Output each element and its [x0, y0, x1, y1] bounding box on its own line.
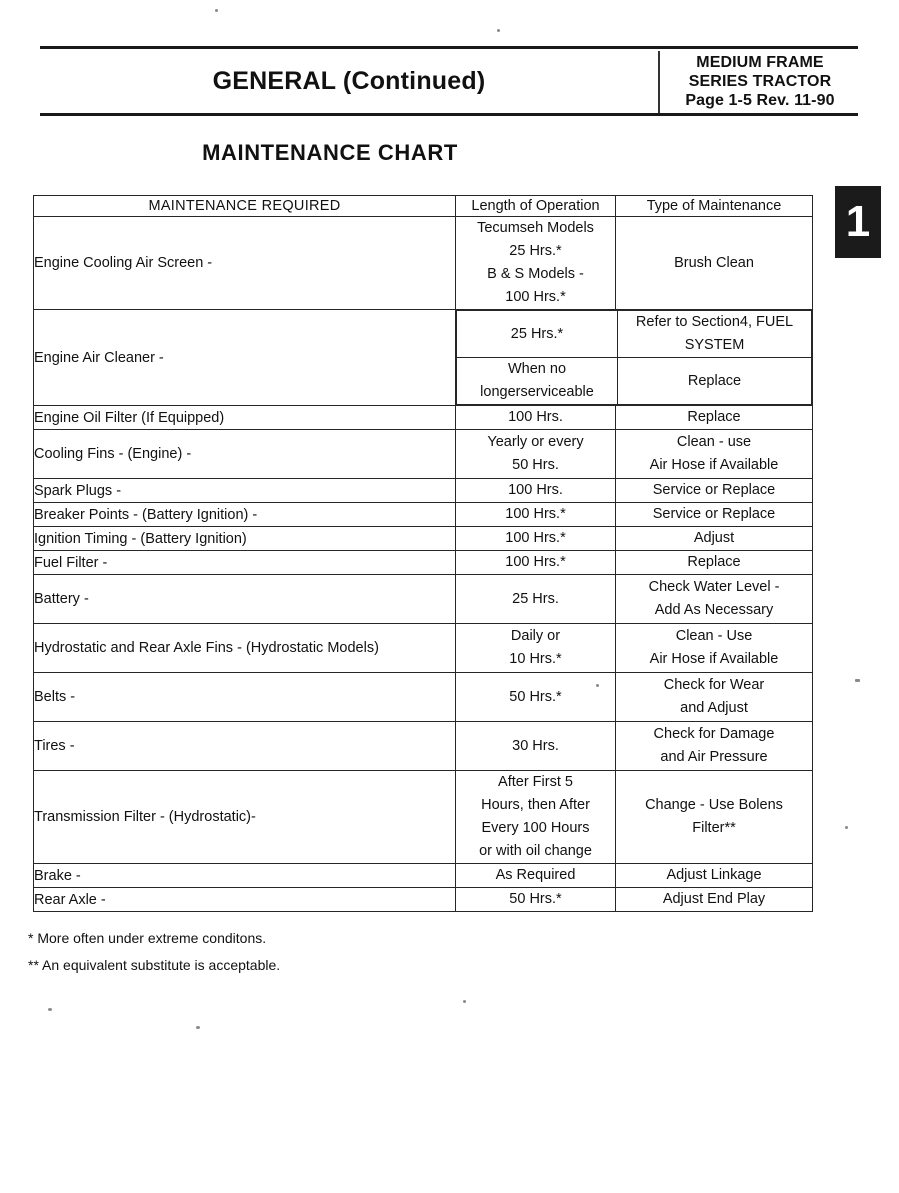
length-of-operation-line: Yearly or every — [487, 434, 584, 450]
type-of-maintenance-line: Adjust — [693, 530, 735, 546]
manual-series-line1: MEDIUM FRAME — [696, 53, 824, 71]
footnotes — [28, 925, 280, 979]
chart-title: MAINTENANCE CHART — [202, 140, 458, 165]
table-subrow — [457, 358, 812, 405]
length-of-operation — [457, 311, 618, 358]
type-of-maintenance-line: Adjust Linkage — [666, 867, 762, 883]
scan-speckle — [463, 1000, 466, 1003]
length-of-operation-line: Every 100 Hours — [481, 820, 590, 836]
type-of-maintenance-line: Service or Replace — [652, 506, 776, 522]
maintenance-item: Hydrostatic and Rear Axle Fins - (Hydrostatic Models) — [34, 624, 456, 673]
type-of-maintenance — [616, 527, 813, 551]
type-of-maintenance-line: Replace — [687, 554, 741, 570]
manual-series-line2: SERIES TRACTOR — [688, 72, 832, 90]
table-row — [34, 673, 813, 722]
length-of-operation — [456, 551, 616, 575]
page-title: GENERAL (Continued) — [212, 66, 486, 95]
length-of-operation-line: Hours, then After — [481, 797, 590, 813]
column-header-maintenance-required: MAINTENANCE REQUIRED — [34, 196, 456, 217]
length-of-operation — [456, 673, 616, 722]
column-header-type-line2: Maintenance — [698, 198, 782, 214]
type-of-maintenance — [618, 311, 812, 358]
table-row — [34, 217, 813, 310]
type-of-maintenance-line: Check Water Level - — [648, 579, 780, 595]
header-divider — [658, 51, 660, 113]
length-of-operation — [456, 217, 616, 310]
length-of-operation-line: 100 Hrs. — [508, 482, 563, 498]
type-of-maintenance — [618, 358, 812, 405]
column-header-length-of-operation — [456, 196, 616, 217]
length-of-operation-line: 100 Hrs.* — [505, 506, 566, 522]
type-of-maintenance-line: Adjust End Play — [662, 891, 766, 907]
footnote-double-asterisk: ** An equivalent substitute is acceptable. — [28, 957, 281, 973]
split-cell-group — [456, 310, 813, 406]
type-of-maintenance-line: and Adjust — [680, 700, 748, 716]
table-row — [34, 551, 813, 575]
scan-speckle — [596, 684, 599, 687]
length-of-operation-line: 30 Hrs. — [512, 737, 559, 754]
scan-speckle — [196, 1026, 200, 1029]
length-of-operation-line: 50 Hrs.* — [509, 891, 562, 907]
type-of-maintenance — [616, 888, 813, 912]
table-row — [34, 575, 813, 624]
length-of-operation — [456, 888, 616, 912]
table-row — [34, 527, 813, 551]
table-body — [34, 217, 813, 912]
length-of-operation-line: 100 Hrs.* — [505, 554, 566, 570]
length-of-operation — [457, 358, 618, 405]
table-row — [34, 503, 813, 527]
length-of-operation-line: Daily or — [510, 628, 561, 644]
length-of-operation-line: 25 Hrs.* — [510, 325, 564, 342]
type-of-maintenance — [616, 771, 813, 864]
table-row — [34, 406, 813, 430]
length-of-operation — [456, 406, 616, 430]
length-of-operation — [456, 624, 616, 673]
type-of-maintenance-line: Air Hose if Available — [649, 457, 779, 473]
table-row — [34, 722, 813, 771]
scan-speckle — [215, 9, 218, 12]
type-of-maintenance — [616, 864, 813, 888]
length-of-operation-line: 50 Hrs.* — [509, 688, 562, 705]
table-header-row — [34, 196, 813, 217]
type-of-maintenance-line: Clean - Use — [675, 628, 753, 644]
type-of-maintenance-line: Check for Wear — [663, 677, 765, 693]
length-of-operation — [456, 430, 616, 479]
maintenance-item: Cooling Fins - (Engine) - — [34, 430, 456, 479]
table-row — [34, 771, 813, 864]
table-row — [34, 479, 813, 503]
scan-speckle — [497, 29, 500, 32]
type-of-maintenance-line: and Air Pressure — [660, 749, 768, 765]
length-of-operation-line: When no longer — [480, 361, 567, 400]
type-of-maintenance — [616, 479, 813, 503]
section-number-tab: 1 — [835, 186, 881, 258]
maintenance-item: Engine Air Cleaner - — [34, 310, 456, 406]
table-subrow — [457, 311, 812, 358]
footnote-single-asterisk: * More often under extreme conditons. — [28, 930, 267, 946]
length-of-operation — [456, 503, 616, 527]
type-of-maintenance-line: Filter** — [692, 820, 736, 836]
type-of-maintenance-line: Replace — [687, 409, 741, 425]
type-of-maintenance-line: 4, FUEL SYSTEM — [684, 314, 794, 353]
length-of-operation-line: 50 Hrs. — [512, 457, 559, 473]
maintenance-item: Engine Oil Filter (If Equipped) — [34, 406, 456, 430]
type-of-maintenance-line: Check for Damage — [653, 726, 775, 742]
maintenance-item: Ignition Timing - (Battery Ignition) — [34, 527, 456, 551]
length-of-operation-line: 100 Hrs.* — [505, 530, 566, 546]
maintenance-item: Breaker Points - (Battery Ignition) - — [34, 503, 456, 527]
length-of-operation — [456, 479, 616, 503]
maintenance-item: Brake - — [34, 864, 456, 888]
manual-reference — [662, 49, 858, 113]
type-of-maintenance-line: Clean - use — [676, 434, 752, 450]
length-of-operation — [456, 771, 616, 864]
length-of-operation — [456, 575, 616, 624]
maintenance-item: Transmission Filter - (Hydrostatic)- — [34, 771, 456, 864]
type-of-maintenance-line: Brush Clean — [674, 254, 754, 271]
type-of-maintenance-line: Add As Necessary — [654, 602, 774, 618]
type-of-maintenance — [616, 673, 813, 722]
type-of-maintenance — [616, 722, 813, 771]
manual-page-revision: Page 1-5 Rev. 11-90 — [685, 91, 835, 109]
column-header-length-line1: Length of — [471, 198, 532, 214]
type-of-maintenance-line: Replace — [687, 372, 742, 389]
length-of-operation-line: 25 Hrs.* — [509, 243, 562, 259]
column-header-type-line1: Type of — [646, 198, 695, 214]
length-of-operation — [456, 527, 616, 551]
maintenance-item: Spark Plugs - — [34, 479, 456, 503]
type-of-maintenance — [616, 551, 813, 575]
length-of-operation-line: 100 Hrs.* — [505, 289, 566, 305]
maintenance-chart-table — [33, 195, 813, 912]
maintenance-item: Battery - — [34, 575, 456, 624]
length-of-operation-line: or with oil change — [479, 843, 592, 859]
type-of-maintenance — [616, 217, 813, 310]
scan-speckle — [845, 826, 848, 829]
table-row — [34, 624, 813, 673]
type-of-maintenance — [616, 624, 813, 673]
length-of-operation-line: After First 5 — [498, 774, 573, 790]
type-of-maintenance — [616, 430, 813, 479]
length-of-operation-line: As Required — [495, 867, 576, 883]
table-row — [34, 310, 813, 406]
length-of-operation-line: serviceable — [520, 384, 594, 400]
scan-speckle — [48, 1008, 52, 1011]
type-of-maintenance — [616, 503, 813, 527]
type-of-maintenance-line: Refer to Section — [635, 314, 740, 330]
table-row — [34, 864, 813, 888]
maintenance-item: Rear Axle - — [34, 888, 456, 912]
maintenance-item: Belts - — [34, 673, 456, 722]
page-header — [40, 46, 858, 116]
length-of-operation-line: B & S Models - — [487, 266, 584, 282]
length-of-operation-line: Tecumseh Models — [477, 220, 594, 236]
maintenance-item: Tires - — [34, 722, 456, 771]
length-of-operation-line: 10 Hrs.* — [509, 651, 562, 667]
column-header-type-of-maintenance — [616, 196, 813, 217]
column-header-length-line2: Operation — [535, 198, 600, 214]
type-of-maintenance-line: Service or Replace — [652, 482, 776, 498]
table-row — [34, 430, 813, 479]
maintenance-item: Fuel Filter - — [34, 551, 456, 575]
length-of-operation — [456, 722, 616, 771]
scan-speckle — [855, 679, 860, 682]
table-row — [34, 888, 813, 912]
length-of-operation — [456, 864, 616, 888]
type-of-maintenance-line: Change - Use Bolens — [645, 797, 783, 813]
type-of-maintenance — [616, 575, 813, 624]
length-of-operation-line: 100 Hrs. — [508, 409, 563, 425]
length-of-operation-line: 25 Hrs. — [512, 590, 559, 607]
type-of-maintenance-line: Air Hose if Available — [649, 651, 779, 667]
maintenance-item: Engine Cooling Air Screen - — [34, 217, 456, 310]
type-of-maintenance — [616, 406, 813, 430]
